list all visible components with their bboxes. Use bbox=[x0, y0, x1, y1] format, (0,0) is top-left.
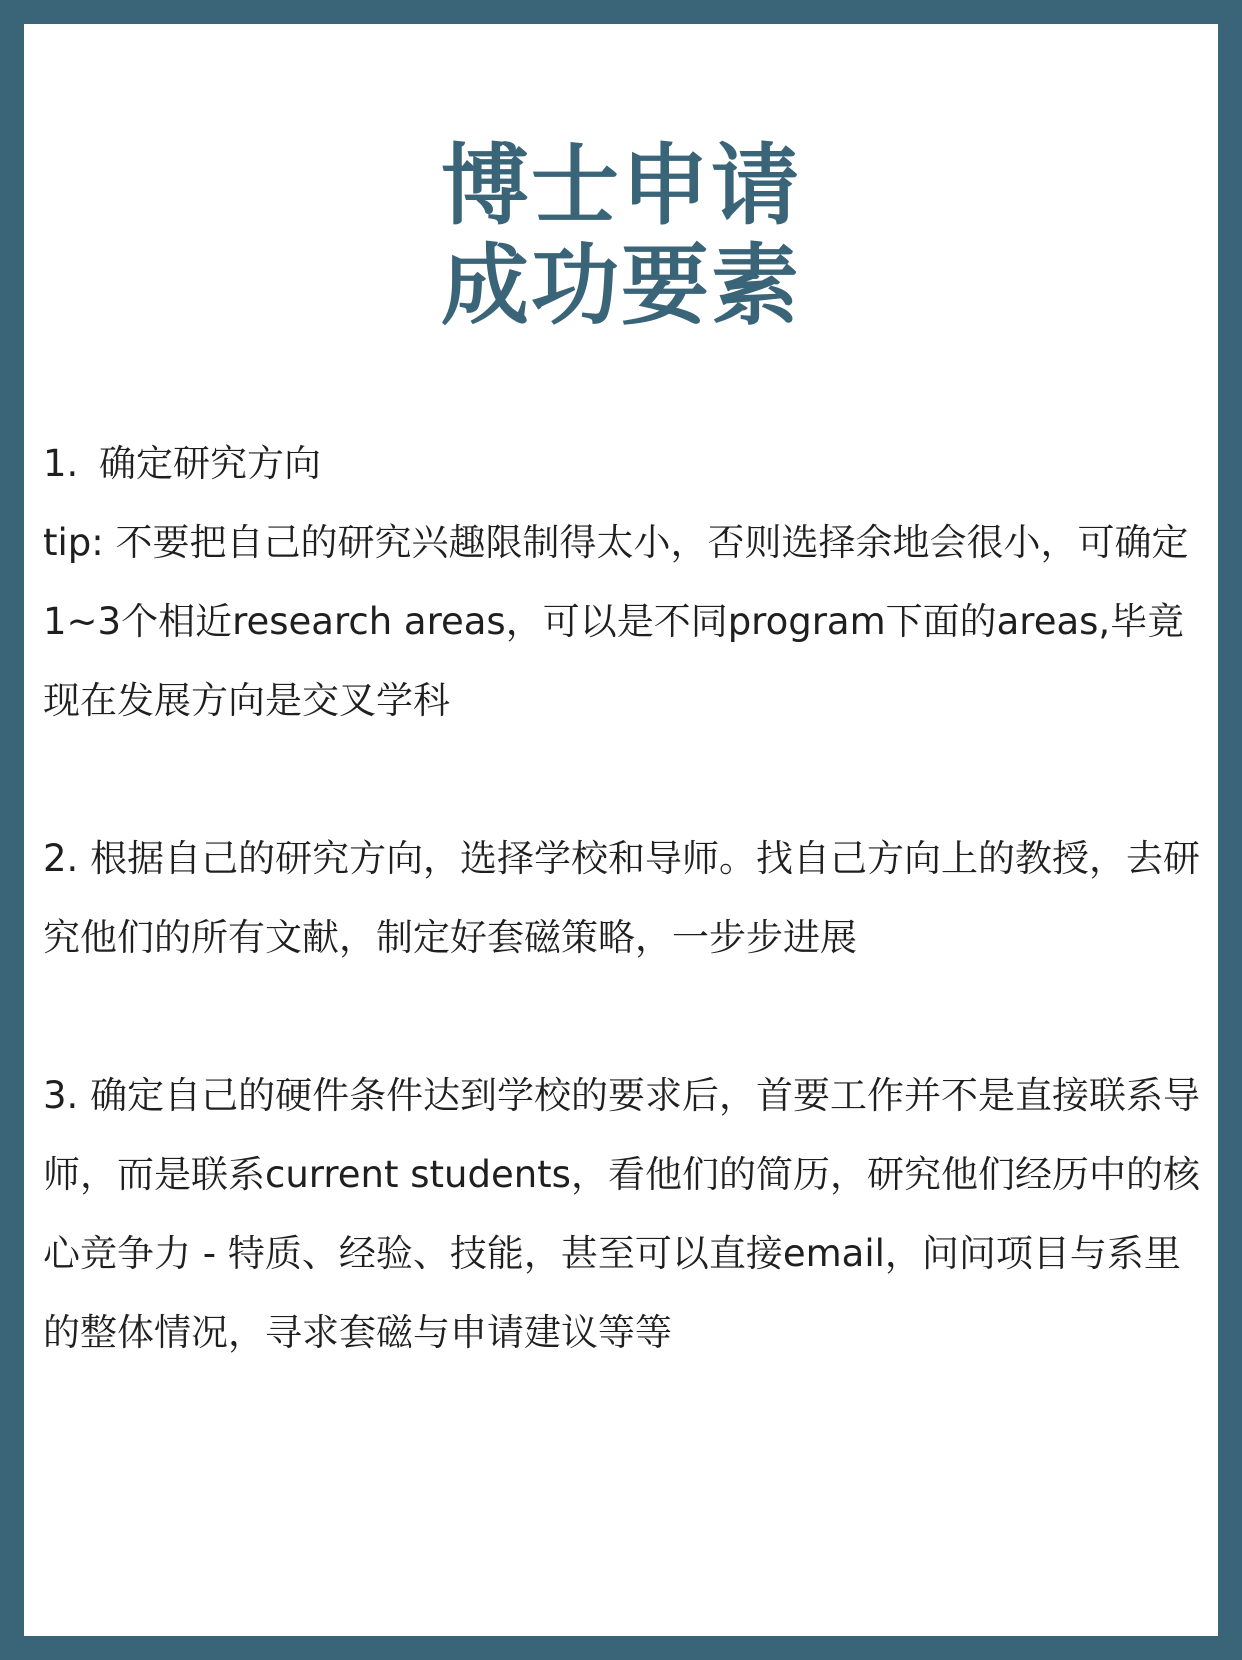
section-3-text: 3. 确定自己的硬件条件达到学校的要求后，首要工作并不是直接联系导师，而是联系current students，看他们的简历，研究他们经历中的核心竞争力 - 特质、经验、技能，甚至可以直接email，问问项目与系里的整体情况，寻求套磁与申请建议等等 bbox=[43, 1074, 1201, 1354]
section-3 bbox=[43, 1056, 1203, 1372]
title-line-2: 成功要素 bbox=[440, 234, 801, 337]
section-2 bbox=[43, 819, 1203, 977]
section-spacer bbox=[43, 740, 1203, 819]
section-spacer bbox=[43, 977, 1203, 1056]
section-2-text: 2. 根据自己的研究方向，选择学校和导师。找自己方向上的教授，去研究他们的所有文献，制定好套磁策略，一步步进展 bbox=[43, 837, 1201, 959]
article-body bbox=[43, 424, 1203, 1372]
section-1-tip: tip: 不要把自己的研究兴趣限制得太小，否则选择余地会很小，可确定1~3个相近research areas，可以是不同program下面的areas,毕竟现在发展方向是交叉学科 bbox=[43, 521, 1189, 722]
content-card bbox=[24, 24, 1218, 1636]
page-title bbox=[24, 136, 1218, 336]
section-1-number: 1. bbox=[43, 442, 79, 485]
title-line-1: 博士申请 bbox=[440, 134, 801, 237]
section-1 bbox=[43, 424, 1203, 740]
section-1-heading-text: 确定研究方向 bbox=[99, 442, 321, 485]
section-1-heading bbox=[43, 424, 1203, 503]
